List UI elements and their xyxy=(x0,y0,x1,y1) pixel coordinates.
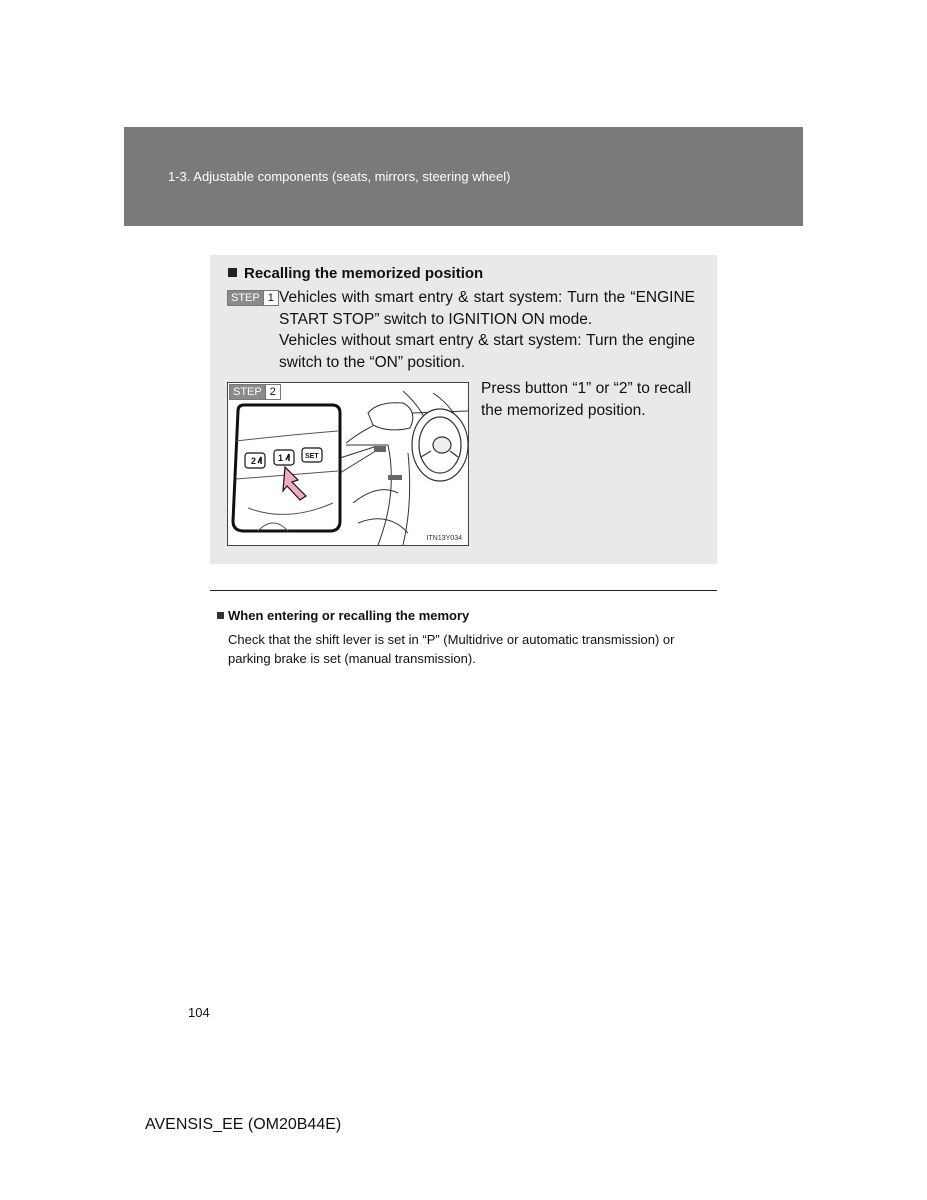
section-header-band xyxy=(124,127,803,226)
page-number: 104 xyxy=(188,1005,210,1020)
note-heading xyxy=(217,608,469,623)
section-divider xyxy=(210,590,717,591)
step-1-line-engine-switch: Vehicles without smart entry & start system: Turn the engine switch to the “ON” position. xyxy=(279,332,695,371)
procedure-heading-text: Recalling the memorized position xyxy=(244,265,484,282)
memory-button-1-label: 1 xyxy=(278,453,284,463)
step-2-badge xyxy=(229,384,281,400)
step-word: STEP xyxy=(228,291,263,305)
memory-button-set-label: SET xyxy=(305,453,319,460)
note-heading-text: When entering or recalling the memory xyxy=(228,608,470,623)
step-1-line-smart-entry: Vehicles with smart entry & start system: Turn the “ENGINE START STOP” switch to IGNITION ON mode. xyxy=(279,289,695,328)
step-number: 1 xyxy=(263,291,278,305)
note-body: Check that the shift lever is set in “P” (Multidrive or automatic transmission) or parking brake is set (manual transmission). xyxy=(228,632,675,666)
square-bullet-icon xyxy=(228,268,237,277)
memory-button-illustration xyxy=(227,382,469,546)
step-1-text xyxy=(279,287,695,373)
procedure-box xyxy=(210,255,717,564)
section-title: 1-3. Adjustable components (seats, mirrors, steering wheel) xyxy=(168,169,511,184)
door-panel-drawing xyxy=(228,383,468,545)
step-1-badge xyxy=(227,290,279,306)
step-2-text: Press button “1” or “2” to recall the memorized position. xyxy=(481,380,692,419)
square-bullet-icon xyxy=(217,612,224,619)
procedure-heading xyxy=(228,265,483,282)
step-number: 2 xyxy=(265,385,280,399)
step-word: STEP xyxy=(230,385,265,399)
illustration-code: ITN13Y034 xyxy=(426,535,462,542)
document-id: AVENSIS_EE (OM20B44E) xyxy=(145,1116,342,1133)
memory-button-2-label: 2 xyxy=(251,456,257,466)
